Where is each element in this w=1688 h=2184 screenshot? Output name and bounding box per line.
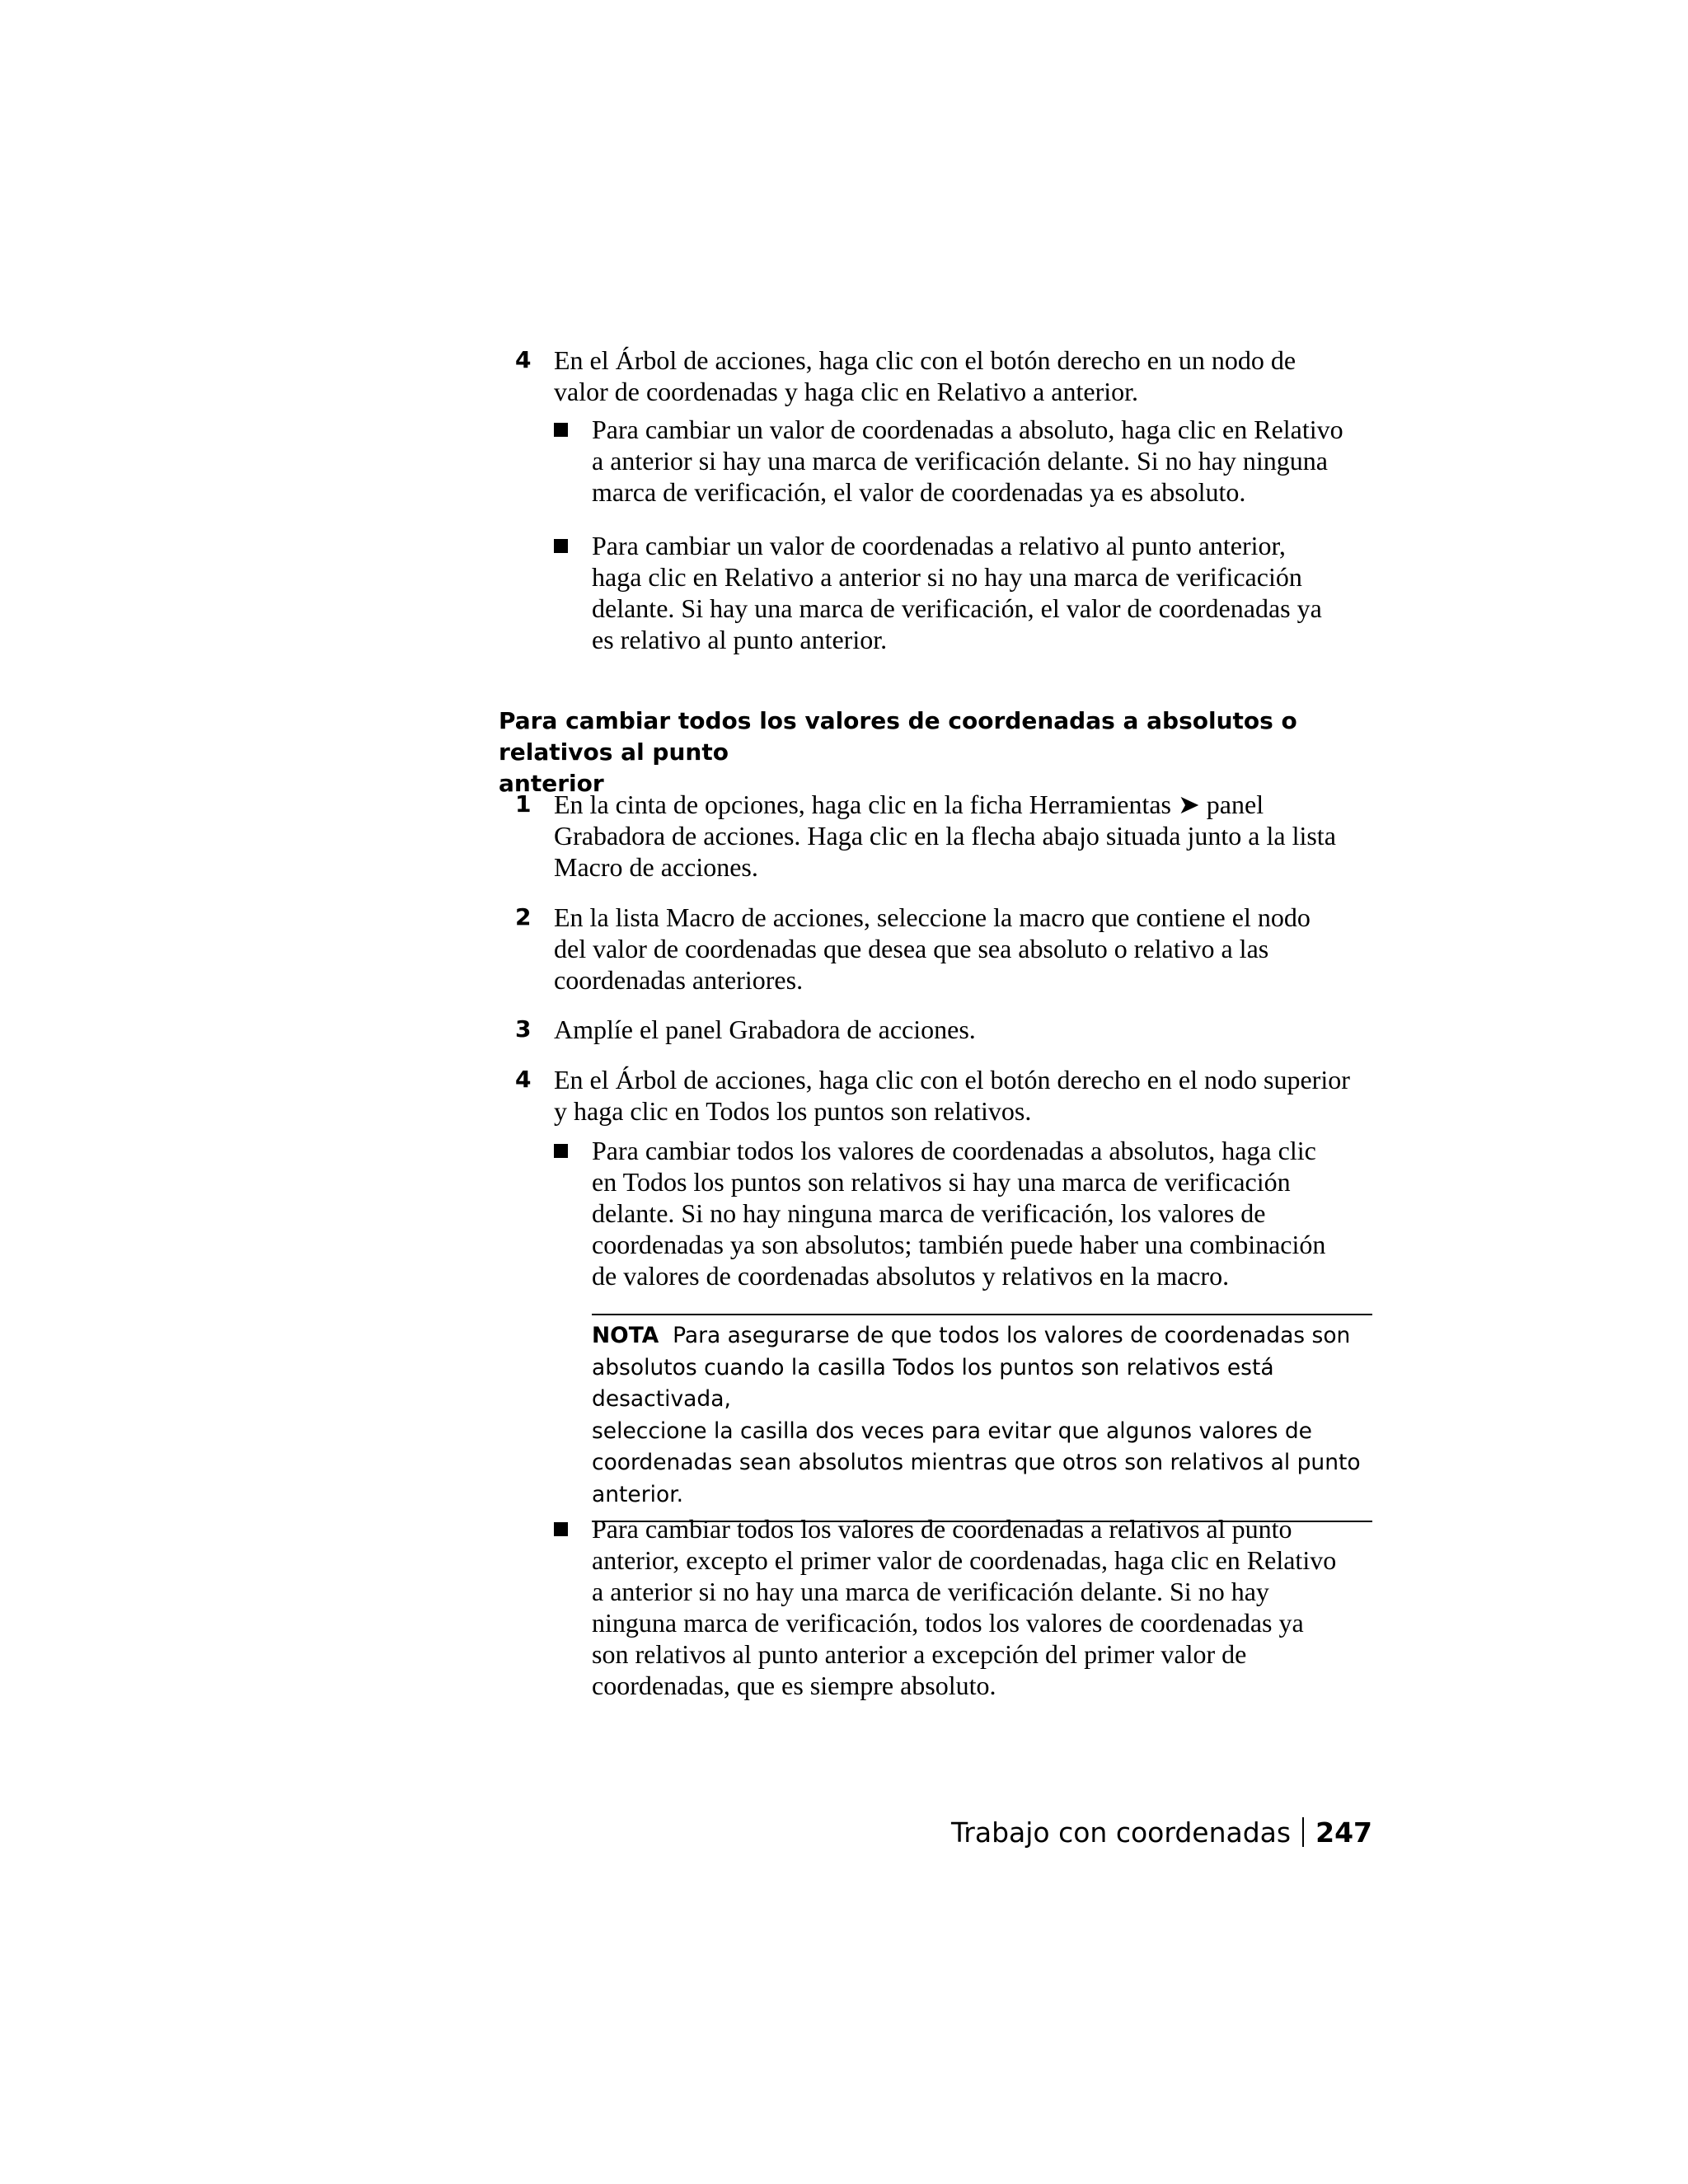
step-1 (515, 789, 1372, 883)
footer-section-title: Trabajo con coordenadas (950, 1816, 1292, 1849)
step-number: 2 (515, 903, 532, 930)
footer-separator (1302, 1817, 1304, 1847)
step-4 (515, 1064, 1372, 1127)
step-4-top (515, 344, 1372, 407)
bullet-square-icon (554, 1144, 568, 1158)
bullet-text: Para cambiar todos los valores de coordenadas a absolutos, haga clic en Todos los puntos son relativos si hay una marca de verificación delante. Si no hay ninguna marca de verificación, los valores de coordenadas ya son absolutos; también puede haber una combinación de valores de coordenadas absolutos y relativos en la macro. (592, 1136, 1326, 1291)
step-text: En el Árbol de acciones, haga clic con el botón derecho en un nodo de valor de coordenadas y haga clic en Relativo a anterior. (554, 345, 1296, 406)
page-footer (951, 1815, 1372, 1851)
step-text: Amplíe el panel Grabadora de acciones. (554, 1015, 976, 1044)
note-text: Para asegurarse de que todos los valores de coordenadas son absolutos cuando la casilla Todos los puntos son relativos está desactivada, seleccione la casilla dos veces para evitar que algunos valores de coordenadas sean absolutos mientras que otros son relativos al punto anterior. (592, 1323, 1361, 1507)
note-box (592, 1314, 1372, 1522)
bullet-text: Para cambiar todos los valores de coordenadas a relativos al punto anterior, excepto el primer valor de coordenadas, haga clic en Relativo a anterior si no hay una marca de verificación delante. Si no hay ninguna marca de verificación, todos los valores de coordenadas ya son relativos al punto anterior a excepción del primer valor de coordenadas, que es siempre absoluto. (592, 1514, 1337, 1700)
bullet-item-all-relative (554, 1513, 1372, 1701)
procedure-heading: Para cambiar todos los valores de coordenadas a absolutos o relativos al punto anterior (499, 707, 1297, 797)
bullet-item-all-absolute (554, 1135, 1372, 1291)
step-text: En la cinta de opciones, haga clic en la ficha Herramientas ➤ panel Grabadora de acciones. Haga clic en la flecha abajo situada junto a la lista Macro de acciones. (554, 790, 1336, 882)
step-text: En el Árbol de acciones, haga clic con el botón derecho en el nodo superior y haga clic en Todos los puntos son relativos. (554, 1065, 1350, 1126)
step-number: 1 (515, 790, 532, 818)
bullet-text: Para cambiar un valor de coordenadas a absoluto, haga clic en Relativo a anterior si hay una marca de verificación delante. Si no hay ninguna marca de verificación, el valor de coordenadas ya es absoluto. (592, 415, 1343, 507)
note-body (592, 1320, 1372, 1511)
bullet-item-absolute (554, 414, 1372, 508)
step-number: 3 (515, 1015, 532, 1043)
step-3 (515, 1014, 1372, 1045)
note-label: NOTA (592, 1323, 659, 1348)
bullet-square-icon (554, 423, 568, 437)
step-2 (515, 902, 1372, 996)
step-text: En la lista Macro de acciones, seleccione la macro que contiene el nodo del valor de coordenadas que desea que sea absoluto o relativo a las coordenadas anteriores. (554, 902, 1311, 995)
bullet-text: Para cambiar un valor de coordenadas a relativo al punto anterior, haga clic en Relativo a anterior si no hay una marca de verificación delante. Si hay una marca de verificación, el valor de coordenadas ya es relativo al punto anterior. (592, 531, 1322, 654)
bullet-item-relative (554, 530, 1372, 655)
bullet-square-icon (554, 539, 568, 553)
step-number: 4 (515, 346, 532, 373)
page-number: 247 (1315, 1816, 1372, 1849)
bullet-square-icon (554, 1522, 568, 1536)
step-number: 4 (515, 1066, 532, 1093)
